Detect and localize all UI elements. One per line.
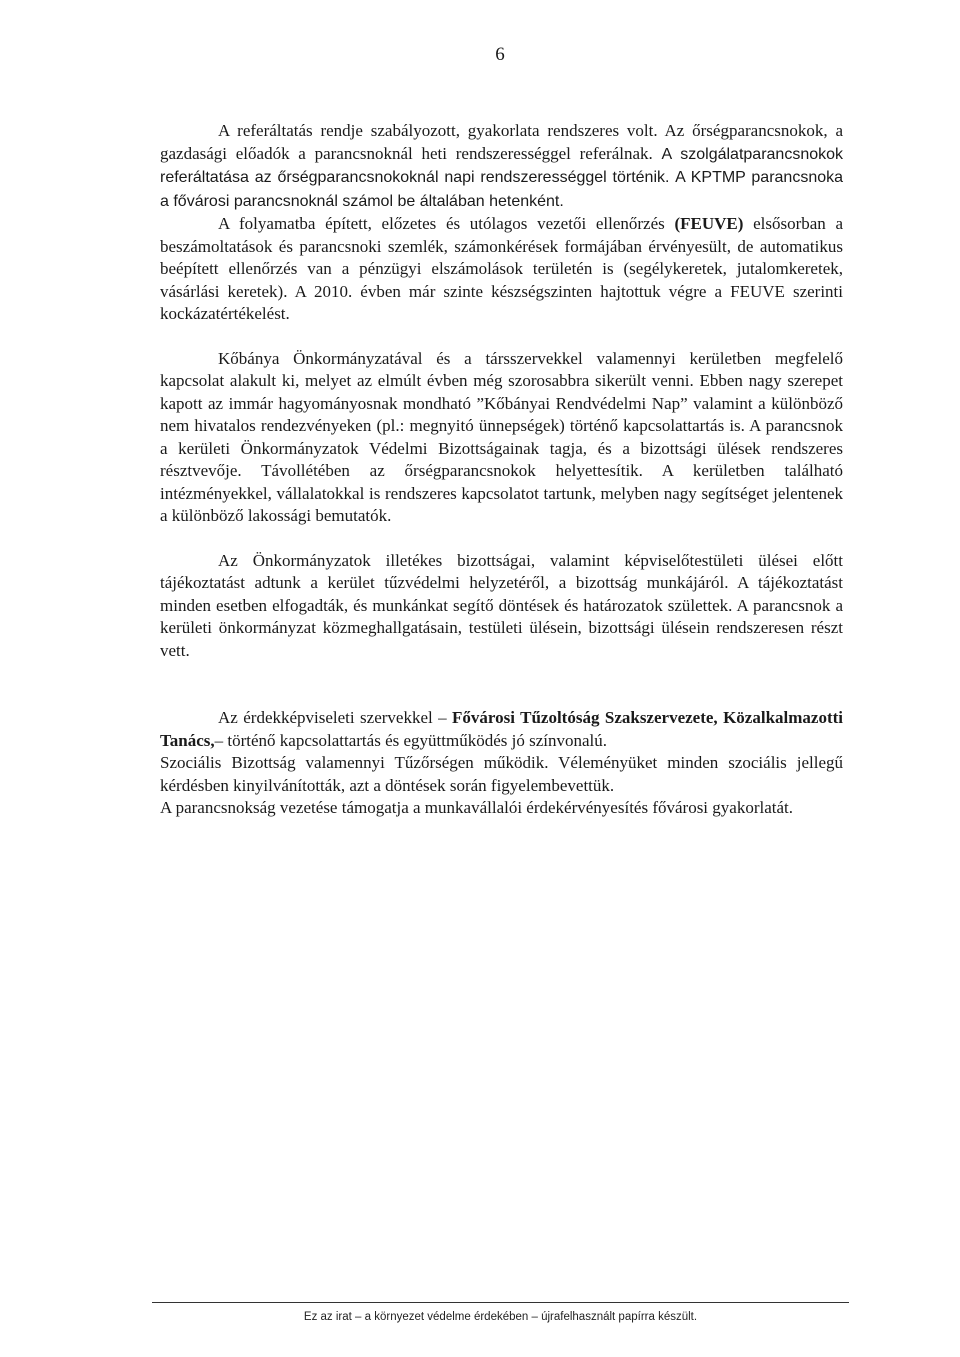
footer-recycled-paper-note: Ez az irat – a környezet védelme érdekében – újrafelhasznált papírra készült. <box>303 1311 698 1323</box>
paragraph-szocialis-bizottsag: Szociális Bizottság valamennyi Tűzőrségen működik. Véleményüket minden szociális jellegű kérdésben kinyilvánították, azt a döntések során figyelembevettük. <box>160 753 843 795</box>
paragraph-onkormanyzat-kapcsolat: Kőbánya Önkormányzatával és a társszervekkel valamennyi kerületben megfelelő kapcsolat alakult ki, melyet az elmúlt évben még szorosabbra sikerült venni. Ebben nagy szerepet kapott az immár hagyományosnak mondható ”Kőbányai Rendvédelmi Nap” valamint a különböző nem hivatalos rendezvényeken (pl.: megnyitó ünnepségek) történő kapcsolattartás is. A parancsnok a kerületi Önkormányzatok Védelmi Bizottságainak tagja, és a bizottsági ülések rendszeres résztvevője. Távollétében az őrségparancsnokok helyettesítik. A kerületben található intézményekkel, vállalatokkal is rendszeres kapcsolatot tartunk, melyben nagy segítséget jelentenek a különböző lakossági bemutatók. <box>160 348 843 525</box>
feuve-text-after: elsősorban a beszámoltatások és parancsnoki szemlék, számonkérések formájában érvényesült, de automatikus beépített ellenőrzés van a pénzügyi elszámolások területén is (segélykeretek, jutalomkeretek, vásárlási keretek). A 2010. évben már szinte készségszinten hajtottuk végre a FEUVE szerinti kockázatértékelést. <box>160 214 843 323</box>
paragraph-bizottsagok: Az Önkormányzatok illetékes bizottságai, valamint képviselőtestületi ülései előtt tájékoztatást adtunk a kerület tűzvédelmi helyzetéről, a bizottság munkájáról. A tájékoztatást minden esetben elfogadták, és munkánkat segítő döntések és határozatok születtek. A parancsnok a kerületi önkormányzat közmeghallgatásain, testületi ülésein, bizottsági ülésein rendszeresen részt vett. <box>160 550 843 660</box>
referaltatas-sentence-1: A referáltatás rendje szabályozott, gyakorlata rendszeres volt. Az őrségparancsnokok, a gazdasági előadók a parancsnoknál heti rendszerességgel referálnak. <box>160 121 843 163</box>
erdekkepviselet-text-before: Az érdekképviseleti szervekkel – <box>218 708 453 727</box>
footer-divider <box>152 1302 849 1303</box>
referaltatas-sentence-2: A szolgálatparancsnokok referáltatása az őrségparancsnokoknál napi rendszerességgel történik. <box>160 145 844 186</box>
feuve-bold-term: (FEUVE) <box>674 214 744 233</box>
paragraph-munkavallaloi-erdek: A parancsnokság vezetése támogatja a munkavállalói érdekérvényesítés fővárosi gyakorlatát. <box>160 798 794 817</box>
paragraph-erdekkepviselet <box>160 707 843 752</box>
page-number: 6 <box>495 44 505 65</box>
paragraph-feuve <box>160 213 843 326</box>
paragraph-referaltatas <box>160 120 843 213</box>
erdekkepviselet-text-after: – történő kapcsolattartás és együttműködés jó színvonalú. <box>214 730 607 750</box>
referaltatas-sentence-3: A KPTMP parancsnoka a fővárosi parancsnoknál számol be általában hetenként. <box>160 169 844 210</box>
erdekkepviselet-bold-names: Fővárosi Tűzoltóság Szakszervezete, Közalkalmazotti Tanács, <box>160 708 843 750</box>
document-body <box>160 120 843 820</box>
feuve-text-before: A folyamatba épített, előzetes és utólagos vezetői ellenőrzés <box>218 214 675 233</box>
